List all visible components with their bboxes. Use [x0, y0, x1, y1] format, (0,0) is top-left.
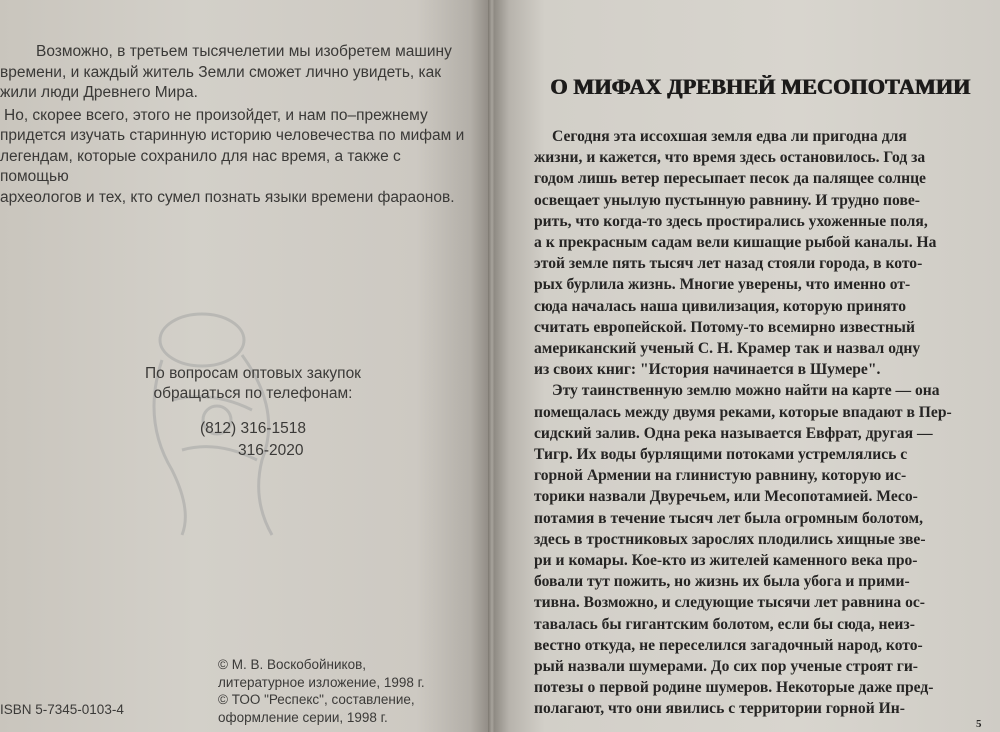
intro-line: Возможно, в третьем тысячелетии мы изобретем машину — [36, 43, 452, 60]
right-page — [494, 0, 1000, 732]
body-line: этой земле пять тысяч лет назад стояли города, в кото- — [534, 255, 923, 273]
contact-line: По вопросам оптовых закупок — [145, 365, 361, 382]
body-line: полагают, что они явились с территории горной Ин- — [534, 700, 905, 718]
body-line: годом лишь ветер пересыпает песок да палящее солнце — [534, 170, 926, 188]
copyright-line: © ТОО "Респекс", составление, — [218, 692, 415, 707]
phone-number: 316-2020 — [238, 442, 304, 459]
body-line: рить, что когда-то здесь простирались ухоженные поля, — [534, 212, 928, 230]
body-line: тивна. Возможно, и следующие тысячи лет равнина ос- — [534, 594, 925, 612]
body-line: вестно откуда, не переселился загадочный народ, кото- — [534, 636, 923, 654]
intro-line: Но, скорее всего, этого не произойдет, и нам по–прежнему — [4, 106, 428, 124]
body-line: здесь в тростниковых зарослях плодились хищные зве- — [534, 530, 926, 548]
intro-line: придется изучать старинную историю человечества по мифам и — [0, 127, 465, 144]
page-number: 5 — [976, 718, 982, 730]
contact-line: обращаться по телефонам: — [153, 385, 353, 402]
phone-number: (812) 316-1518 — [200, 420, 306, 437]
body-line: горной Армении на глинистую равнину, которую ис- — [534, 467, 907, 485]
body-line: сидский залив. Одна река называется Евфрат, другая — — [534, 424, 933, 442]
body-line: рых бурлила жизнь. Многие уверены, что именно от- — [534, 276, 911, 294]
body-line: ри и комары. Кое-кто из жителей каменного века про- — [534, 552, 918, 570]
intro-text — [0, 42, 470, 208]
body-line: жизни, и кажется, что время здесь остановилось. Год за — [534, 149, 926, 167]
body-line: бовали тут пожить, но жизнь их была убога и прими- — [534, 573, 910, 591]
body-line: освещает унылую пустынную равнину. И трудно пове- — [534, 191, 920, 209]
body-line: рый назвали шумерами. До сих пор ученые строят ги- — [534, 658, 919, 676]
body-line: из своих книг: "История начинается в Шумере". — [534, 361, 881, 379]
copyright-line: © М. В. Воскобойников, — [218, 657, 367, 672]
body-line: потамия в течение тысяч лет была огромным болотом, — [534, 509, 924, 527]
body-line: помещалась между двумя реками, которые впадают в Пер- — [534, 403, 952, 421]
intro-line: времени, и каждый житель Земли сможет лично увидеть, как — [0, 63, 442, 81]
body-line: считать европейской. Потому-то всемирно известный — [534, 318, 915, 336]
body-line: Эту таинственную землю можно найти на карте — она — [552, 382, 940, 400]
chapter-title: О МИФАХ ДРЕВНЕЙ МЕСОПОТАМИИ — [550, 74, 971, 99]
intro-line: археологов и тех, кто сумел познать языки времени фараонов. — [0, 188, 455, 206]
phone-numbers — [200, 418, 320, 462]
body-line: сюда началась наша цивилизация, которую принято — [534, 297, 907, 315]
chapter-body — [534, 126, 988, 720]
copyright-block — [218, 656, 478, 726]
left-page — [0, 0, 490, 732]
isbn: ISBN 5-7345-0103-4 — [0, 702, 124, 717]
body-line: тавалась бы гигантским болотом, если бы сюда, неиз- — [534, 615, 915, 633]
body-line: Тигр. Их воды бурлящими потоками устремлялись с — [534, 446, 908, 464]
body-line: Сегодня эта иссохшая земля едва ли пригодна для — [552, 128, 907, 145]
body-line: а к прекрасным садам вели кишащие рыбой каналы. На — [534, 234, 937, 252]
wholesale-contact — [128, 364, 378, 404]
intro-line: легендам, которые сохранило для нас время, а также с помощью — [0, 147, 401, 185]
body-line: торики назвали Двуречьем, или Месопотамией. Месо- — [534, 488, 918, 506]
body-line: американский ученый С. Н. Крамер так и назвал одну — [534, 340, 921, 358]
copyright-line: оформление серии, 1998 г. — [218, 709, 388, 725]
intro-line: жили люди Древнего Мира. — [0, 84, 198, 101]
copyright-line: литературное изложение, 1998 г. — [218, 674, 425, 690]
body-line: потезы о первой родине шумеров. Некоторые даже пред- — [534, 679, 934, 697]
